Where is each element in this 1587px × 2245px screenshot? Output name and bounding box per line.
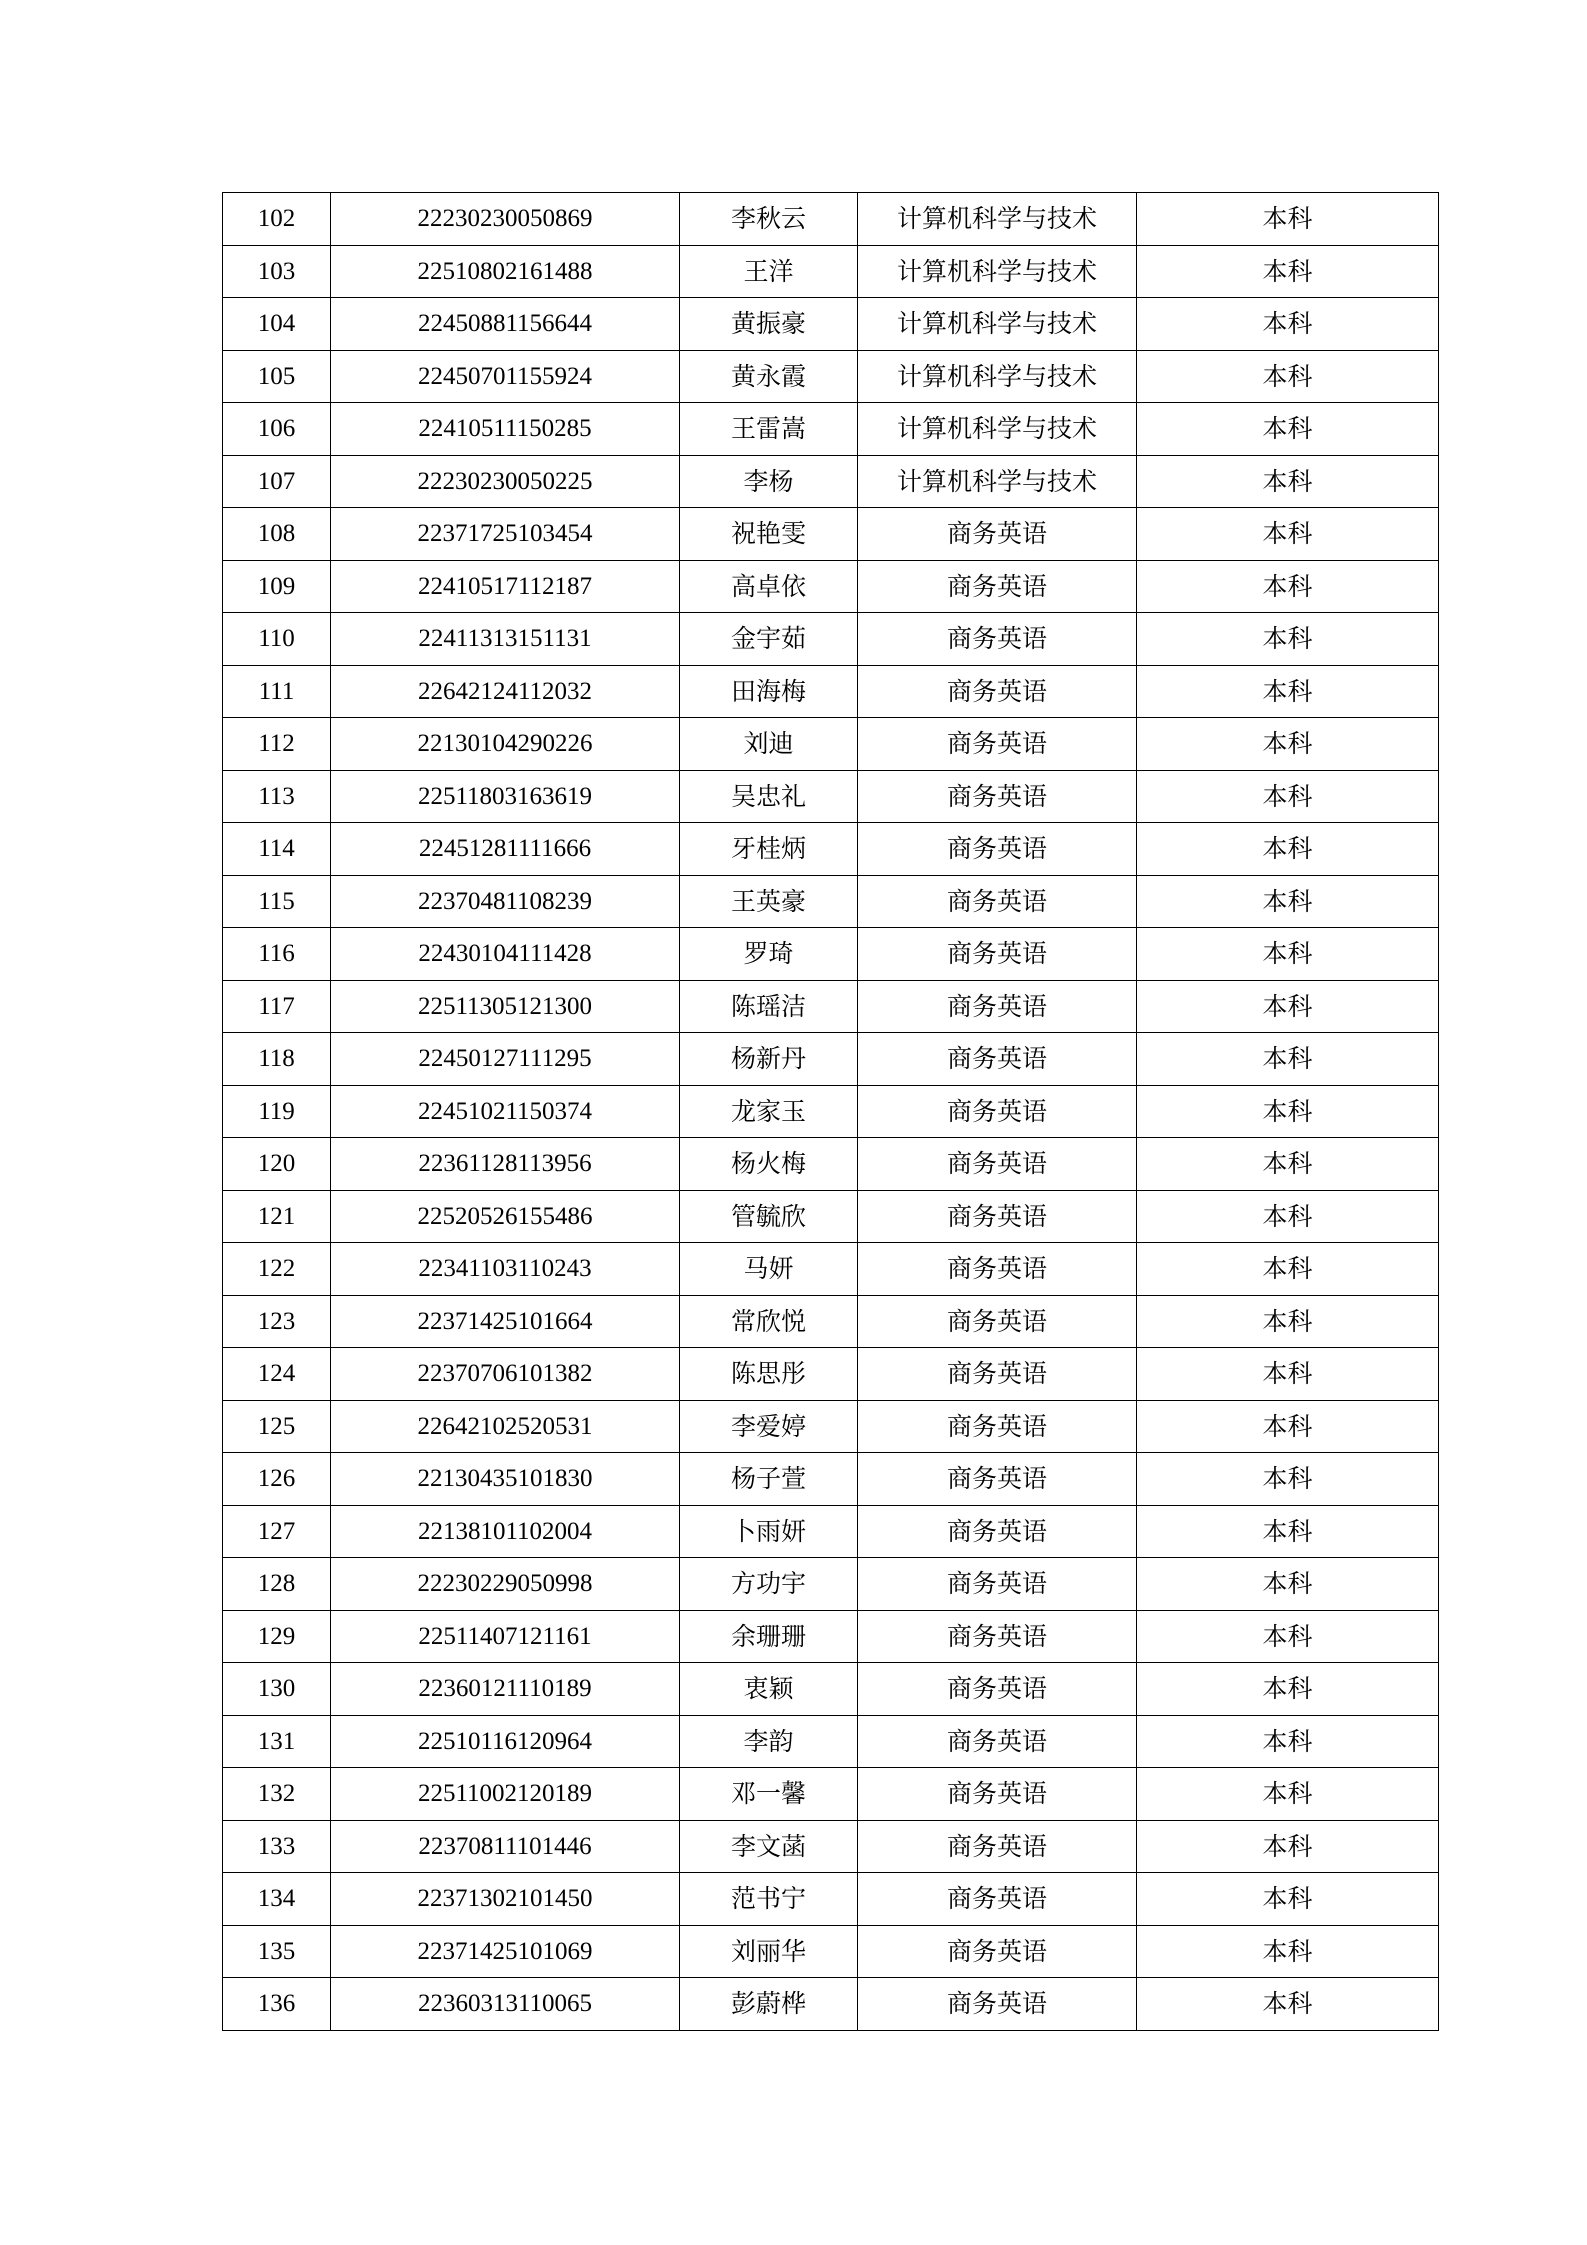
exam-id-cell: 22130435101830 (331, 1453, 680, 1506)
student-name-cell: 王洋 (680, 245, 858, 298)
major-cell: 商务英语 (858, 1138, 1137, 1191)
table-row (223, 718, 1439, 771)
major-cell: 商务英语 (858, 718, 1137, 771)
degree-level-cell: 本科 (1137, 1558, 1439, 1611)
exam-id-cell: 22511803163619 (331, 770, 680, 823)
student-name-cell: 祝艳雯 (680, 508, 858, 561)
degree-level-cell: 本科 (1137, 1663, 1439, 1716)
exam-id-cell: 22451281111666 (331, 823, 680, 876)
student-name-cell: 马妍 (680, 1243, 858, 1296)
table-row (223, 508, 1439, 561)
table-row (223, 350, 1439, 403)
row-number-cell: 136 (223, 1978, 331, 2031)
student-name-cell: 黄振豪 (680, 298, 858, 351)
degree-level-cell: 本科 (1137, 1873, 1439, 1926)
exam-id-cell: 22370481108239 (331, 875, 680, 928)
major-cell: 计算机科学与技术 (858, 245, 1137, 298)
degree-level-cell: 本科 (1137, 875, 1439, 928)
degree-level-cell: 本科 (1137, 1400, 1439, 1453)
exam-id-cell: 22410517112187 (331, 560, 680, 613)
degree-level-cell: 本科 (1137, 980, 1439, 1033)
exam-id-cell: 22371725103454 (331, 508, 680, 561)
table-row (223, 1400, 1439, 1453)
exam-id-cell: 22511002120189 (331, 1768, 680, 1821)
student-name-cell: 黄永霞 (680, 350, 858, 403)
row-number-cell: 118 (223, 1033, 331, 1086)
degree-level-cell: 本科 (1137, 1033, 1439, 1086)
major-cell: 商务英语 (858, 665, 1137, 718)
degree-level-cell: 本科 (1137, 823, 1439, 876)
roster-table-body (223, 193, 1439, 2031)
degree-level-cell: 本科 (1137, 1243, 1439, 1296)
student-name-cell: 刘丽华 (680, 1925, 858, 1978)
student-name-cell: 牙桂炳 (680, 823, 858, 876)
table-row (223, 1348, 1439, 1401)
row-number-cell: 104 (223, 298, 331, 351)
table-row (223, 1033, 1439, 1086)
degree-level-cell: 本科 (1137, 718, 1439, 771)
student-name-cell: 李文菡 (680, 1820, 858, 1873)
degree-level-cell: 本科 (1137, 193, 1439, 246)
row-number-cell: 103 (223, 245, 331, 298)
row-number-cell: 110 (223, 613, 331, 666)
major-cell: 商务英语 (858, 1190, 1137, 1243)
table-row (223, 1978, 1439, 2031)
major-cell: 商务英语 (858, 1348, 1137, 1401)
exam-id-cell: 22371302101450 (331, 1873, 680, 1926)
major-cell: 商务英语 (858, 560, 1137, 613)
student-name-cell: 余珊珊 (680, 1610, 858, 1663)
major-cell: 商务英语 (858, 1663, 1137, 1716)
major-cell: 计算机科学与技术 (858, 298, 1137, 351)
major-cell: 商务英语 (858, 508, 1137, 561)
major-cell: 商务英语 (858, 980, 1137, 1033)
row-number-cell: 107 (223, 455, 331, 508)
major-cell: 计算机科学与技术 (858, 193, 1137, 246)
table-row (223, 1873, 1439, 1926)
degree-level-cell: 本科 (1137, 1295, 1439, 1348)
degree-level-cell: 本科 (1137, 1715, 1439, 1768)
table-row (223, 665, 1439, 718)
major-cell: 商务英语 (858, 1715, 1137, 1768)
major-cell: 商务英语 (858, 1453, 1137, 1506)
exam-id-cell: 22230230050869 (331, 193, 680, 246)
table-row (223, 613, 1439, 666)
degree-level-cell: 本科 (1137, 1505, 1439, 1558)
degree-level-cell: 本科 (1137, 613, 1439, 666)
table-row (223, 928, 1439, 981)
row-number-cell: 108 (223, 508, 331, 561)
exam-id-cell: 22520526155486 (331, 1190, 680, 1243)
major-cell: 商务英语 (858, 1400, 1137, 1453)
table-row (223, 455, 1439, 508)
table-row (223, 1768, 1439, 1821)
row-number-cell: 111 (223, 665, 331, 718)
student-name-cell: 彭蔚桦 (680, 1978, 858, 2031)
degree-level-cell: 本科 (1137, 403, 1439, 456)
major-cell: 商务英语 (858, 613, 1137, 666)
degree-level-cell: 本科 (1137, 770, 1439, 823)
student-name-cell: 李韵 (680, 1715, 858, 1768)
table-row (223, 1558, 1439, 1611)
table-row (223, 1663, 1439, 1716)
degree-level-cell: 本科 (1137, 665, 1439, 718)
exam-id-cell: 22341103110243 (331, 1243, 680, 1296)
exam-id-cell: 22411313151131 (331, 613, 680, 666)
table-row (223, 298, 1439, 351)
student-name-cell: 陈思彤 (680, 1348, 858, 1401)
degree-level-cell: 本科 (1137, 1610, 1439, 1663)
major-cell: 商务英语 (858, 823, 1137, 876)
exam-id-cell: 22510802161488 (331, 245, 680, 298)
student-name-cell: 管毓欣 (680, 1190, 858, 1243)
major-cell: 商务英语 (858, 1033, 1137, 1086)
student-name-cell: 田海梅 (680, 665, 858, 718)
table-row (223, 1138, 1439, 1191)
table-row (223, 1610, 1439, 1663)
row-number-cell: 117 (223, 980, 331, 1033)
student-name-cell: 陈瑶洁 (680, 980, 858, 1033)
row-number-cell: 127 (223, 1505, 331, 1558)
exam-id-cell: 22360313110065 (331, 1978, 680, 2031)
major-cell: 计算机科学与技术 (858, 455, 1137, 508)
exam-id-cell: 22410511150285 (331, 403, 680, 456)
exam-id-cell: 22130104290226 (331, 718, 680, 771)
major-cell: 商务英语 (858, 1558, 1137, 1611)
student-name-cell: 金宇茹 (680, 613, 858, 666)
major-cell: 商务英语 (858, 1820, 1137, 1873)
degree-level-cell: 本科 (1137, 298, 1439, 351)
row-number-cell: 130 (223, 1663, 331, 1716)
table-row (223, 1243, 1439, 1296)
major-cell: 商务英语 (858, 1873, 1137, 1926)
row-number-cell: 112 (223, 718, 331, 771)
exam-id-cell: 22361128113956 (331, 1138, 680, 1191)
major-cell: 商务英语 (858, 1768, 1137, 1821)
degree-level-cell: 本科 (1137, 1085, 1439, 1138)
major-cell: 商务英语 (858, 1085, 1137, 1138)
student-name-cell: 常欣悦 (680, 1295, 858, 1348)
table-row (223, 193, 1439, 246)
table-row (223, 1820, 1439, 1873)
student-name-cell: 李杨 (680, 455, 858, 508)
row-number-cell: 109 (223, 560, 331, 613)
row-number-cell: 106 (223, 403, 331, 456)
student-name-cell: 刘迪 (680, 718, 858, 771)
row-number-cell: 125 (223, 1400, 331, 1453)
degree-level-cell: 本科 (1137, 455, 1439, 508)
major-cell: 商务英语 (858, 770, 1137, 823)
exam-id-cell: 22370706101382 (331, 1348, 680, 1401)
student-name-cell: 范书宁 (680, 1873, 858, 1926)
exam-id-cell: 22230229050998 (331, 1558, 680, 1611)
table-row (223, 1295, 1439, 1348)
exam-id-cell: 22511305121300 (331, 980, 680, 1033)
table-row (223, 403, 1439, 456)
exam-id-cell: 22451021150374 (331, 1085, 680, 1138)
row-number-cell: 135 (223, 1925, 331, 1978)
exam-id-cell: 22138101102004 (331, 1505, 680, 1558)
degree-level-cell: 本科 (1137, 1453, 1439, 1506)
row-number-cell: 120 (223, 1138, 331, 1191)
degree-level-cell: 本科 (1137, 1978, 1439, 2031)
student-roster-table (222, 192, 1439, 2031)
row-number-cell: 128 (223, 1558, 331, 1611)
table-row (223, 770, 1439, 823)
exam-id-cell: 22371425101664 (331, 1295, 680, 1348)
degree-level-cell: 本科 (1137, 245, 1439, 298)
degree-level-cell: 本科 (1137, 1768, 1439, 1821)
table-row (223, 823, 1439, 876)
exam-id-cell: 22360121110189 (331, 1663, 680, 1716)
table-row (223, 1505, 1439, 1558)
student-name-cell: 杨火梅 (680, 1138, 858, 1191)
table-row (223, 875, 1439, 928)
exam-id-cell: 22642102520531 (331, 1400, 680, 1453)
row-number-cell: 121 (223, 1190, 331, 1243)
row-number-cell: 132 (223, 1768, 331, 1821)
table-row (223, 1190, 1439, 1243)
major-cell: 商务英语 (858, 1610, 1137, 1663)
student-name-cell: 衷颖 (680, 1663, 858, 1716)
major-cell: 商务英语 (858, 928, 1137, 981)
table-row (223, 560, 1439, 613)
degree-level-cell: 本科 (1137, 928, 1439, 981)
major-cell: 商务英语 (858, 1295, 1137, 1348)
student-name-cell: 高卓依 (680, 560, 858, 613)
degree-level-cell: 本科 (1137, 1820, 1439, 1873)
table-row (223, 1085, 1439, 1138)
row-number-cell: 122 (223, 1243, 331, 1296)
exam-id-cell: 22450881156644 (331, 298, 680, 351)
exam-id-cell: 22230230050225 (331, 455, 680, 508)
student-name-cell: 卜雨妍 (680, 1505, 858, 1558)
table-row (223, 1453, 1439, 1506)
major-cell: 计算机科学与技术 (858, 350, 1137, 403)
row-number-cell: 105 (223, 350, 331, 403)
row-number-cell: 133 (223, 1820, 331, 1873)
major-cell: 商务英语 (858, 1978, 1137, 2031)
exam-id-cell: 22450701155924 (331, 350, 680, 403)
row-number-cell: 124 (223, 1348, 331, 1401)
table-row (223, 1715, 1439, 1768)
table-row (223, 1925, 1439, 1978)
student-name-cell: 李秋云 (680, 193, 858, 246)
degree-level-cell: 本科 (1137, 1925, 1439, 1978)
exam-id-cell: 22642124112032 (331, 665, 680, 718)
exam-id-cell: 22450127111295 (331, 1033, 680, 1086)
student-name-cell: 龙家玉 (680, 1085, 858, 1138)
major-cell: 商务英语 (858, 1243, 1137, 1296)
row-number-cell: 115 (223, 875, 331, 928)
row-number-cell: 116 (223, 928, 331, 981)
exam-id-cell: 22430104111428 (331, 928, 680, 981)
row-number-cell: 126 (223, 1453, 331, 1506)
major-cell: 计算机科学与技术 (858, 403, 1137, 456)
table-row (223, 245, 1439, 298)
exam-id-cell: 22370811101446 (331, 1820, 680, 1873)
exam-id-cell: 22371425101069 (331, 1925, 680, 1978)
student-name-cell: 杨新丹 (680, 1033, 858, 1086)
student-name-cell: 吴忠礼 (680, 770, 858, 823)
degree-level-cell: 本科 (1137, 1348, 1439, 1401)
major-cell: 商务英语 (858, 1925, 1137, 1978)
row-number-cell: 113 (223, 770, 331, 823)
row-number-cell: 119 (223, 1085, 331, 1138)
exam-id-cell: 22510116120964 (331, 1715, 680, 1768)
row-number-cell: 131 (223, 1715, 331, 1768)
exam-id-cell: 22511407121161 (331, 1610, 680, 1663)
row-number-cell: 102 (223, 193, 331, 246)
degree-level-cell: 本科 (1137, 1138, 1439, 1191)
row-number-cell: 129 (223, 1610, 331, 1663)
student-name-cell: 杨子萱 (680, 1453, 858, 1506)
degree-level-cell: 本科 (1137, 1190, 1439, 1243)
row-number-cell: 123 (223, 1295, 331, 1348)
student-name-cell: 方功宇 (680, 1558, 858, 1611)
row-number-cell: 114 (223, 823, 331, 876)
student-name-cell: 罗琦 (680, 928, 858, 981)
student-name-cell: 邓一馨 (680, 1768, 858, 1821)
row-number-cell: 134 (223, 1873, 331, 1926)
degree-level-cell: 本科 (1137, 508, 1439, 561)
student-name-cell: 李爱婷 (680, 1400, 858, 1453)
degree-level-cell: 本科 (1137, 350, 1439, 403)
degree-level-cell: 本科 (1137, 560, 1439, 613)
student-name-cell: 王英豪 (680, 875, 858, 928)
major-cell: 商务英语 (858, 1505, 1137, 1558)
major-cell: 商务英语 (858, 875, 1137, 928)
student-name-cell: 王雷嵩 (680, 403, 858, 456)
table-row (223, 980, 1439, 1033)
